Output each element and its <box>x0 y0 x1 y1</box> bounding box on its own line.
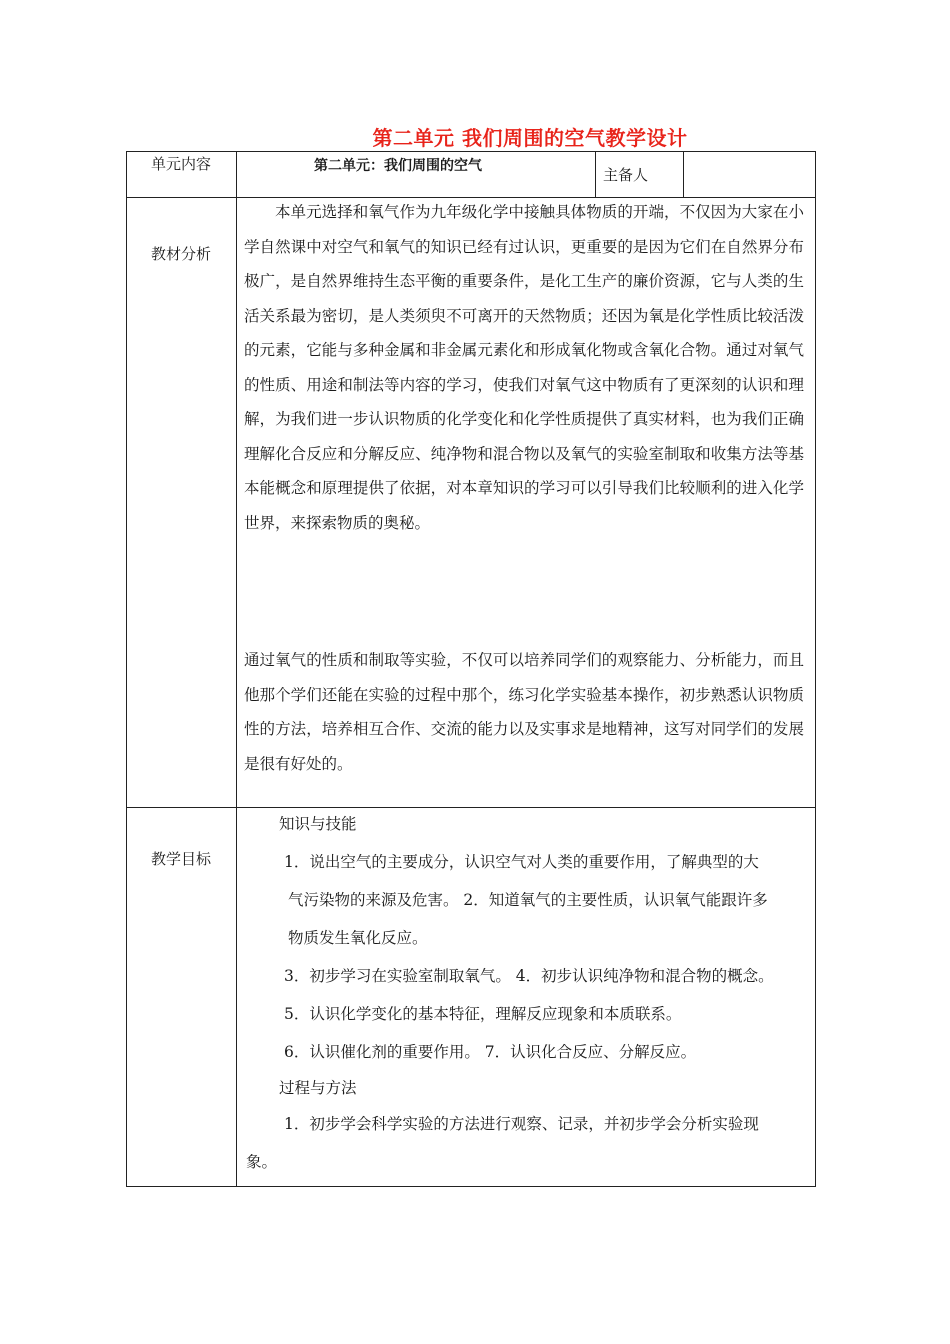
goals-process-item-1a: 1．初步学会科学实验的方法进行观察、记录，并初步学会分析实验现 <box>284 1115 759 1133</box>
header-preparer-label: 主备人 <box>603 166 649 184</box>
goals-item-1a: 1．说出空气的主要成分，认识空气对人类的重要作用，了解典型的大 <box>284 853 759 871</box>
goals-label: 教学目标 <box>150 850 211 868</box>
header-unit-content-label: 单元内容 <box>150 155 211 173</box>
analysis-label: 教材分析 <box>150 245 211 263</box>
table-border-bottom <box>126 1186 816 1187</box>
table-border-right <box>815 151 816 1187</box>
goals-item-1c: 物质发生氧化反应。 <box>288 929 428 947</box>
table-divider-header-2 <box>595 151 596 197</box>
table-divider-label <box>236 151 237 1187</box>
table-border-top <box>126 151 816 152</box>
goals-item-1b: 气污染物的来源及危害。 2．知道氧气的主要性质，认识氧气能跟许多 <box>288 891 768 909</box>
goals-item-3: 3．初步学习在实验室制取氧气。 4．初步认识纯净物和混合物的概念。 <box>284 967 774 985</box>
table-divider-header-3 <box>683 151 684 197</box>
lesson-plan-table <box>126 151 816 1187</box>
goals-heading-knowledge: 知识与技能 <box>279 815 357 833</box>
goals-item-6: 6．认识催化剂的重要作用。 7．认识化合反应、分解反应。 <box>284 1043 697 1061</box>
header-unit-title: 第二单元：我们周围的空气 <box>314 158 482 174</box>
table-border-left <box>126 151 127 1187</box>
goals-heading-process: 过程与方法 <box>279 1079 357 1097</box>
goals-item-5: 5．认识化学变化的基本特征，理解反应现象和本质联系。 <box>284 1005 682 1023</box>
page-title: 第二单元 我们周围的空气教学设计 <box>372 126 688 150</box>
analysis-paragraph-1: 本单元选择和氧气作为九年级化学中接触具体物质的开端，不仅因为大家在小学自然课中对空气和氧气的知识已经有过认识，更重要的是因为它们在自然界分布极广，是自然界维持生态平衡的重要条件，是化工生产的廉价资源，它与人类的生活关系最为密切，是人类须臾不可离开的天然物质；还因为氧是化学性质比较活泼的元素，它能与多种金属和非金属元素化和形成氧化物或含氧化合物。通过对氧气的性质、用途和制法等内容的学习，使我们对氧气这中物质有了更深刻的认识和理解，为我们进一步认识物质的化学变化和化学性质提供了真实材料，也为我们正确理解化合反应和分解反应、纯净物和混合物以及氧气的实验室制取和收集方法等基本能概念和原理提供了依据，对本章知识的学习可以引导我们比较顺利的进入化学世界，来探索物质的奥秘。 <box>244 203 804 532</box>
table-divider-analysis <box>126 807 816 808</box>
analysis-paragraph-2: 通过氧气的性质和制取等实验，不仅可以培养同学们的观察能力、分析能力，而且他那个学们还能在实验的过程中那个，练习化学实验基本操作，初步熟悉认识物质性的方法，培养相互合作、交流的能力以及实事求是地精神，这写对同学们的发展是很有好处的。 <box>244 651 804 773</box>
goals-process-item-1b: 象。 <box>246 1153 278 1171</box>
